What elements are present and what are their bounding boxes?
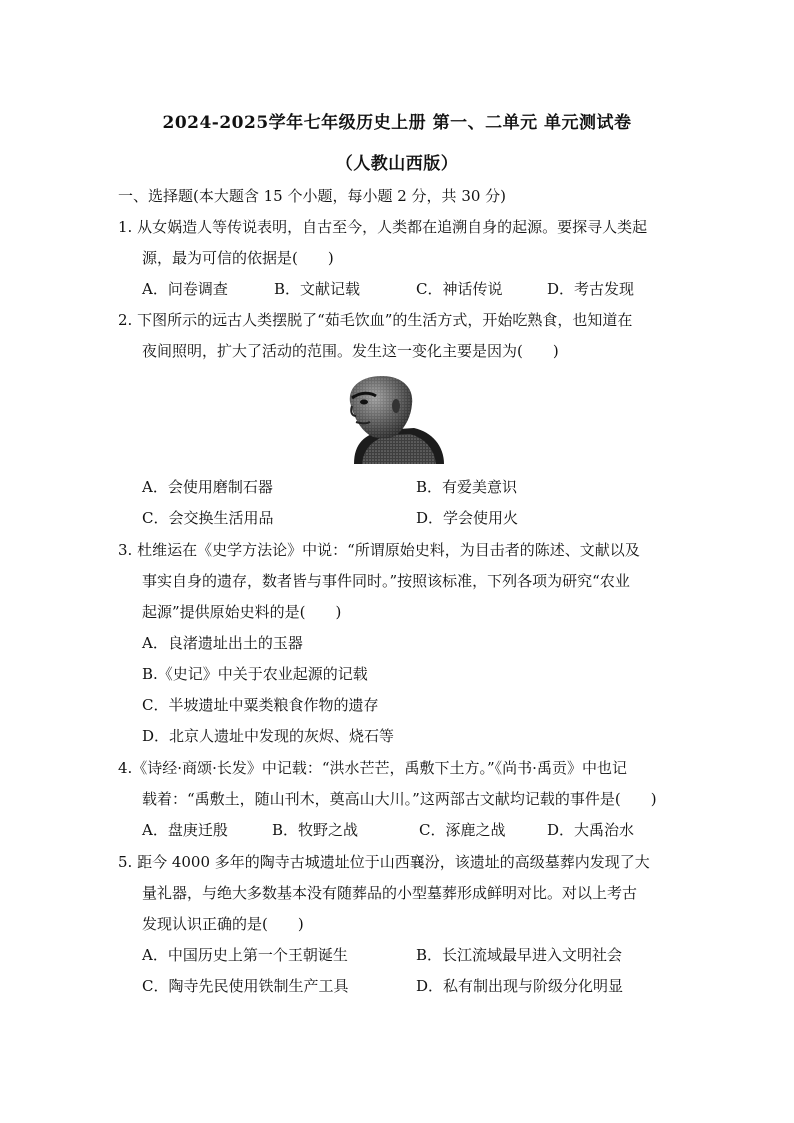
question-line: 2. 下图所示的远古人类摆脱了“茹毛饮血”的生活方式，开始吃熟食，也知道在 <box>118 311 633 329</box>
option-d: D．北京人遗址中发现的灰烬、烧石等 <box>142 727 395 745</box>
option-d: D．私有制出现与阶级分化明显 <box>416 977 624 995</box>
option-c: C．会交换生活用品 <box>142 509 274 527</box>
section-heading: 一、选择题(本大题含 15 个小题，每小题 2 分，共 30 分) <box>118 187 507 205</box>
question-line: 夜间照明，扩大了活动的范围。发生这一变化主要是因为( ) <box>142 342 559 360</box>
exam-title: 2024-2025学年七年级历史上册 第一、二单元 单元测试卷 <box>162 113 632 133</box>
question-line: 载着：“禹敷土，随山刊木，奠高山大川。”这两部古文献均记载的事件是( ) <box>142 790 657 808</box>
option-d: D．大禹治水 <box>547 821 635 839</box>
option-d: D．考古发现 <box>547 280 635 298</box>
option-a: A．盘庚迁殷 <box>142 821 228 839</box>
exam-subtitle: （人教山西版） <box>335 154 459 174</box>
question-line: 发现认识正确的是( ) <box>142 915 304 933</box>
question-line: 起源”提供原始史料的是( ) <box>142 603 342 621</box>
option-c: C．涿鹿之战 <box>419 821 506 839</box>
question-line: 4.《诗经·商颂·长发》中记载：“洪水芒芒，禹敷下土方。”《尚书·禹贡》中也记 <box>118 759 627 777</box>
option-a: A．会使用磨制石器 <box>142 478 273 496</box>
option-a: A．问卷调查 <box>142 280 228 298</box>
question-line: 3. 杜维运在《史学方法论》中说：“所谓原始史料，为目击者的陈述、文献以及 <box>118 541 640 559</box>
option-c: C．神话传说 <box>416 280 503 298</box>
option-b: B．文献记载 <box>274 280 361 298</box>
option-d: D．学会使用火 <box>416 509 519 527</box>
option-b: B．有爱美意识 <box>416 478 518 496</box>
peking-man-bust-image <box>336 372 446 464</box>
option-a: A．良渚遗址出土的玉器 <box>142 634 303 652</box>
question-line: 1. 从女娲造人等传说表明，自古至今，人类都在追溯自身的起源。要探寻人类起 <box>118 218 648 236</box>
option-a: A．中国历史上第一个王朝诞生 <box>142 946 348 964</box>
question-line: 源，最为可信的依据是( ) <box>142 249 334 267</box>
option-b: B.《史记》中关于农业起源的记载 <box>142 665 368 683</box>
option-c: C．半坡遗址中粟类粮食作物的遗存 <box>142 696 379 714</box>
question-line: 5. 距今 4000 多年的陶寺古城遗址位于山西襄汾，该遗址的高级墓葬内发现了大 <box>118 853 650 871</box>
question-line: 量礼器，与绝大多数基本没有随葬品的小型墓葬形成鲜明对比。对以上考古 <box>142 884 638 902</box>
option-b: B．长江流域最早进入文明社会 <box>416 946 623 964</box>
option-b: B．牧野之战 <box>272 821 359 839</box>
option-c: C．陶寺先民使用铁制生产工具 <box>142 977 349 995</box>
question-line: 事实自身的遗存，数者皆与事件同时。”按照该标准，下列各项为研究“农业 <box>142 572 630 590</box>
